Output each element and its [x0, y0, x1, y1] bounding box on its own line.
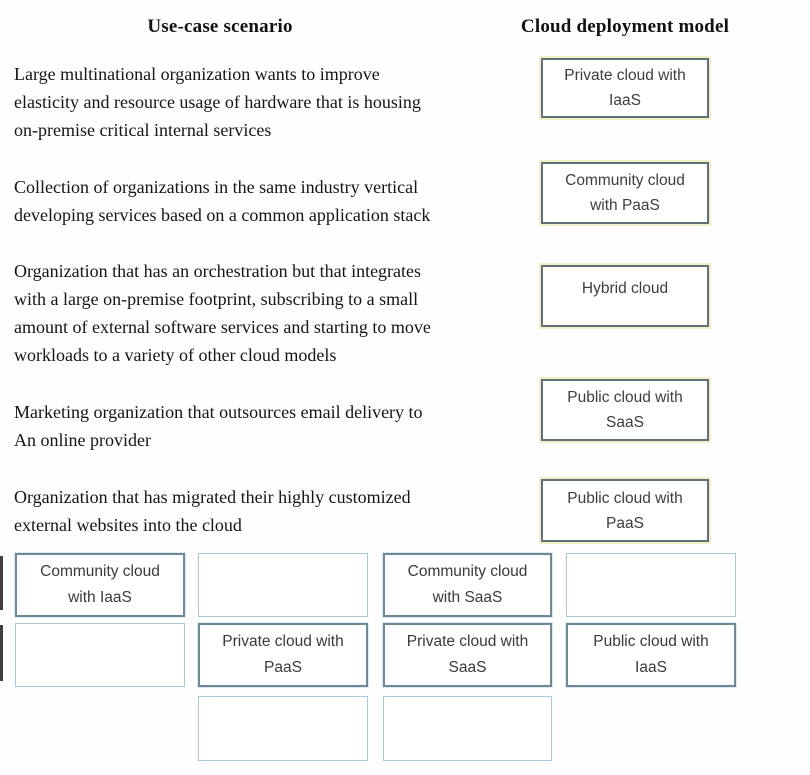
bank-3-label-line-2: with SaaS: [432, 589, 503, 606]
answer-dropzone-2[interactable]: [541, 162, 709, 224]
answer-dropzone-3[interactable]: [541, 265, 709, 327]
scenario-text-1: [14, 60, 421, 144]
answer-5-label-line-2: PaaS: [606, 514, 644, 532]
scenario-3-line-1: Organization that has an orchestration but that integrates: [14, 261, 422, 281]
bank-3-label-line-1: Community cloud: [407, 563, 528, 580]
bank-1-label-line-2: with IaaS: [68, 589, 132, 606]
answer-1-label-line-2: IaaS: [609, 92, 641, 109]
scenario-3-line-4: workloads to a variety of other cloud models: [14, 345, 337, 365]
scenario-3-line-2: with a large on-premise footprint, subscribing to a small: [14, 289, 419, 309]
bank-option-public-cloud-iaas[interactable]: [566, 623, 736, 687]
bank-option-community-cloud-saas[interactable]: [383, 553, 552, 617]
answer-2-label-line-1: Community cloud: [565, 172, 685, 189]
bank-empty-slot-5[interactable]: [383, 696, 552, 761]
scenario-1-line-3: on-premise critical internal services: [14, 120, 272, 140]
cropped-box-edge-1: [0, 556, 3, 610]
answer-dropzone-5[interactable]: [541, 479, 709, 542]
cropped-box-edge-2: [0, 625, 3, 681]
scenario-4-line-1: Marketing organization that outsources email delivery to: [14, 402, 423, 422]
answer-1-label-line-1: Private cloud with: [564, 67, 686, 84]
scenario-text-3: [14, 257, 431, 369]
deployment-model-column-header: Cloud deployment model: [520, 16, 730, 37]
answer-dropzone-1[interactable]: [541, 58, 709, 118]
answer-3-label-line-1: Hybrid cloud: [581, 280, 669, 297]
answer-4-label-line-1: Public cloud with: [567, 389, 683, 406]
scenario-2-line-1: Collection of organizations in the same industry vertical: [14, 177, 419, 197]
scenario-text-4: [14, 398, 423, 454]
answer-2-label-line-2: with PaaS: [590, 197, 660, 214]
scenario-text-5: [14, 483, 411, 539]
bank-7-label-line-2: SaaS: [448, 659, 487, 676]
bank-empty-slot-3[interactable]: [15, 623, 185, 687]
bank-empty-slot-1[interactable]: [198, 553, 368, 617]
scenario-1-line-1: Large multinational organization wants to improve: [14, 64, 380, 84]
scenario-5-line-2: external websites into the cloud: [14, 515, 242, 535]
scenario-2-line-2: developing services based on a common application stack: [14, 205, 431, 225]
bank-option-private-cloud-paas[interactable]: [198, 623, 368, 687]
bank-1-label-line-1: Community cloud: [40, 563, 160, 580]
scenario-1-line-2: elasticity and resource usage of hardware that is housing: [14, 92, 421, 112]
scenario-text-2: [14, 173, 430, 229]
bank-6-label-line-2: PaaS: [264, 659, 302, 676]
answer-dropzone-4[interactable]: [541, 379, 709, 441]
bank-8-label-line-1: Public cloud with: [593, 633, 709, 650]
answer-5-label-line-1: Public cloud with: [567, 489, 683, 507]
scenario-4-line-2: An online provider: [14, 430, 151, 450]
answer-4-label-line-2: SaaS: [606, 414, 644, 431]
bank-6-label-line-1: Private cloud with: [222, 633, 344, 650]
bank-8-label-line-2: IaaS: [635, 659, 667, 676]
bank-option-private-cloud-saas[interactable]: [383, 623, 552, 687]
scenario-5-line-1: Organization that has migrated their highly customized: [14, 487, 411, 507]
bank-empty-slot-2[interactable]: [566, 553, 736, 617]
bank-empty-slot-4[interactable]: [198, 696, 368, 761]
usecase-column-header: Use-case scenario: [147, 16, 293, 37]
bank-option-community-cloud-iaas[interactable]: [15, 553, 185, 617]
scenario-3-line-3: amount of external software services and starting to move: [14, 317, 431, 337]
bank-7-label-line-1: Private cloud with: [406, 633, 529, 650]
